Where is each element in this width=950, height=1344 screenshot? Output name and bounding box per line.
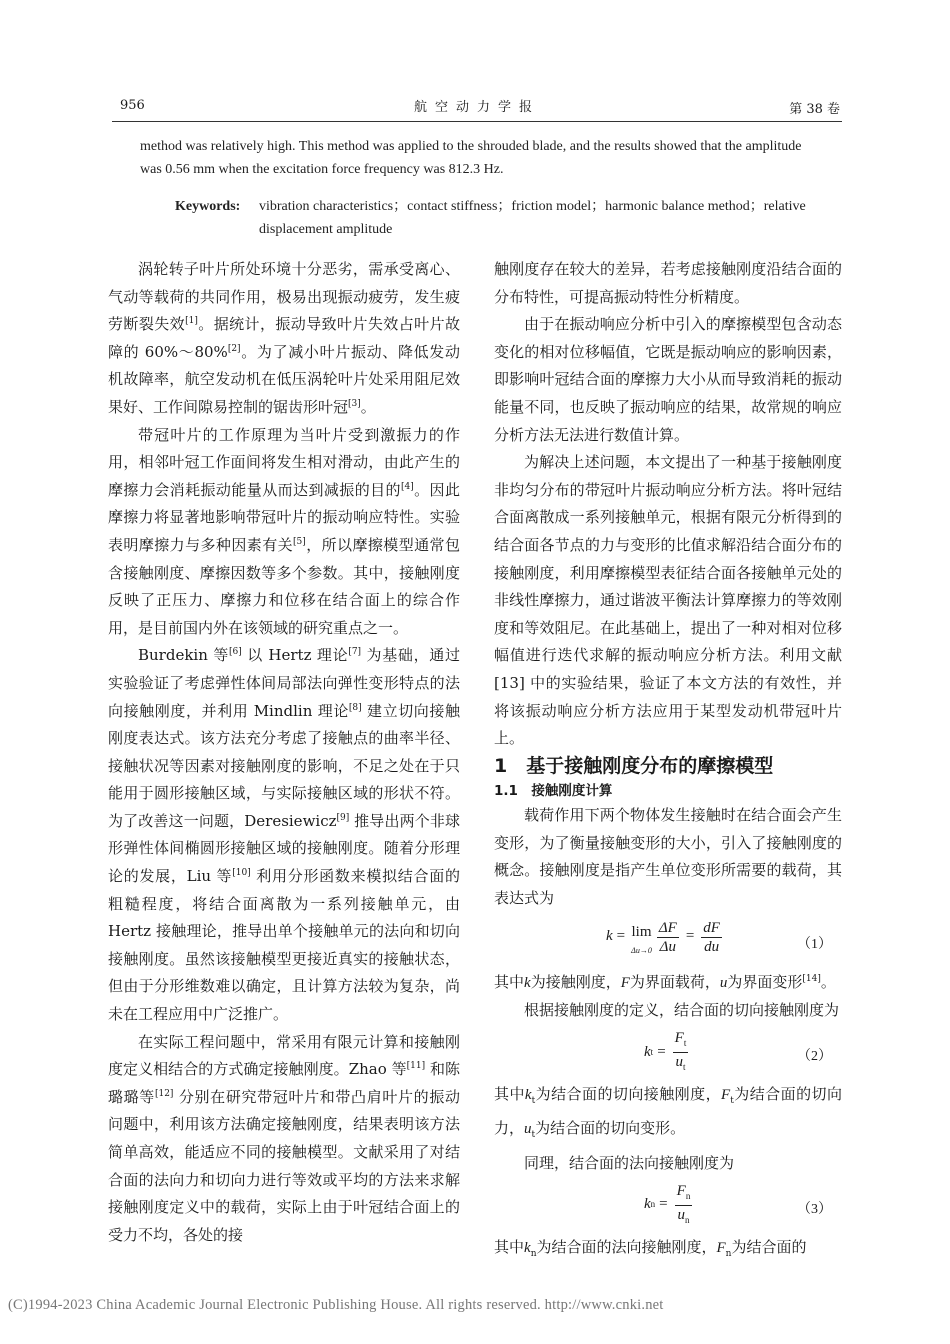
citation[interactable]: [10] bbox=[232, 868, 251, 879]
citation[interactable]: [6] bbox=[229, 647, 242, 658]
abstract-tail: method was relatively high. This method was applied to the shrouded blade, and the results showed that the amplitude was 0.56 mm when the excitation force frequency was 812.3 Hz. bbox=[140, 139, 802, 177]
citation[interactable]: [7] bbox=[348, 647, 362, 658]
equation-3: k n = $\frac{F_n}{u_n}$ （3） bbox=[644, 1182, 832, 1225]
paragraph: 为解决上述问题，本文提出了一种基于接触刚度非均匀分布的带冠叶片振动响应分析方法。将叶冠结合面离散成一系列接触单元，根据有限元分析得到的结合面各节点的力与变形的比值求解沿结合面分布的接触刚度，利用摩擦模型表征结合面各接触单元处的非线性摩擦力，通过谐波平衡法计算摩擦力的等效刚度和等效阻尼。在此基础上，提出了一种对相对位移幅值进行迭代求解的振动响应分析方法。利用文献 [13] 中的实验结果，验证了本文方法的有效性，并将该振动响应分析方法应用于某型发动机带冠叶片上。 bbox=[494, 453, 842, 748]
paragraph: 由于在振动响应分析中引入的摩擦模型包含动态变化的相对位移幅值，它既是振动响应的影响因素，即影响叶冠结合面的摩擦力大小从而导致消耗的振动能量不同，也反映了振动响应的结果，故常规的响应分析方法无法进行数值计算。 bbox=[494, 315, 842, 444]
keywords-text: vibration characteristics；contact stiffness；friction model；harmonic balance method；relative displacement amplitude bbox=[259, 199, 806, 237]
paragraph: 涡轮转子叶片所处环境十分恶劣，需承受离心、气动等载荷的共同作用，极易出现振动疲劳，发生疲劳断裂失效[1]。据统计，振动导致叶片失效占叶片故障的 60%～80%[2]。为了减小叶片振动、降低发动机故障率，航空发动机在低压涡轮叶片处采用阻尼效果好、工作间隙易控制的锯齿形叶冠[3]。 bbox=[108, 260, 460, 416]
paragraph: 触刚度存在较大的差异，若考虑接触刚度沿结合面的分布特性，可提高振动特性分析精度。 bbox=[494, 260, 842, 306]
paragraph: 其中$k_t$为结合面的切向接触刚度，$F_t$为结合面的切向力，$u_t$为结合面的切向变形。 bbox=[494, 1084, 842, 1141]
paragraph: 其中k为接触刚度，F为界面载荷，u为界面变形[14]。 bbox=[494, 972, 836, 991]
page-header bbox=[112, 94, 842, 118]
equation-number: （2） bbox=[797, 1048, 832, 1064]
copyright-footer: (C)1994-2023 China Academic Journal Electronic Publishing House. All rights reserved. http://www.cnki.net bbox=[8, 1297, 664, 1313]
citation[interactable]: [4] bbox=[400, 481, 414, 492]
citation[interactable]: [3] bbox=[348, 398, 361, 409]
citation[interactable]: [2] bbox=[227, 343, 241, 354]
equation-number: （1） bbox=[797, 936, 832, 952]
journal-title: 航空动力学报 bbox=[413, 100, 540, 115]
paragraph: Burdekin 等[6] 以 Hertz 理论[7] 为基础，通过实验验证了考虑弹性体间局部法向弹性变形特点的法向接触刚度，并利用 Mindlin 理论[8] 建立切向接触刚度表达式。该方法充分考虑了接触点的曲率半径、接触状况等因素对接触刚度的影响，不足之处在于只能用于圆形接触区域，与实际接触区域的形状不符。为了改善这一问题，Deresiewicz[9] 推导出两个非球形弹性体间椭圆形接触区域的接触刚度。随着分形理论的发展，Liu 等[10] 利用分形函数来模拟结合面的粗糙程度，将结合面离散为一系列接触单元，由 Hertz 接触理论，推导出单个接触单元的法向和切向接触刚度。虽然该接触模型更接近真实的接触状态，但由于分形维数难以确定，且计算方法较为复杂，尚未在工程应用中广泛推广。 bbox=[108, 646, 460, 1024]
citation[interactable]: [5] bbox=[293, 536, 306, 547]
left-column bbox=[108, 256, 460, 1249]
keywords-label: Keywords: bbox=[175, 199, 241, 214]
paragraph: 载荷作用下两个物体发生接触时在结合面会产生变形，为了衡量接触变形的大小，引入了接触刚度的概念。接触刚度是指产生单位变形所需要的载荷，其表达式为 bbox=[494, 806, 842, 908]
section-title: 1 基于接触刚度分布的摩擦模型 bbox=[494, 754, 774, 777]
citation[interactable]: [14] bbox=[802, 973, 821, 984]
citation[interactable]: [8] bbox=[348, 702, 362, 713]
paragraph: 在实际工程问题中，常采用有限元计算和接触刚度定义相结合的方式确定接触刚度。Zhao 等[11] 和陈璐璐等[12] 分别在研究带冠叶片和带凸肩叶片的振动问题中，利用该方法确定接触刚度，结果表明该方法简单高效，能适应不同的接触模型。文献采用了对结合面的法向力和切向力进行等效或平均的方法来求解接触刚度定义中的载荷，实际上由于叶冠结合面上的受力不均，各处的接 bbox=[108, 1032, 460, 1244]
right-column bbox=[494, 256, 842, 1268]
equation-2: k t = $\frac{F_t}{u_t}$ （2） bbox=[644, 1029, 832, 1072]
citation[interactable]: [12] bbox=[154, 1088, 174, 1099]
paragraph: 同理，结合面的法向接触刚度为 bbox=[524, 1154, 735, 1173]
header-rule bbox=[112, 121, 842, 122]
page-number: 956 bbox=[120, 98, 145, 113]
equation-1: k = lim Δu→0 $\frac{\Delta F}{\Delta u}$ = $\frac{dF}{du}$ （1） bbox=[494, 913, 842, 969]
citation[interactable]: [11] bbox=[406, 1061, 426, 1072]
equation-number: （3） bbox=[797, 1201, 832, 1217]
paragraph: 根据接触刚度的定义，结合面的切向接触刚度为 bbox=[524, 1001, 840, 1020]
volume-label: 第 38 卷 bbox=[789, 102, 840, 117]
citation[interactable]: [9] bbox=[336, 812, 350, 823]
paragraph: 其中$k_n$为结合面的法向接触刚度，$F_n$为结合面的 bbox=[494, 1237, 807, 1259]
citation[interactable]: [1] bbox=[185, 316, 198, 327]
subsection-title: 1.1 接触刚度计算 bbox=[494, 783, 613, 800]
paragraph: 带冠叶片的工作原理为当叶片受到激振力的作用，相邻叶冠工作面间将发生相对滑动，由此产生的摩擦力会消耗振动能量从而达到减振的目的[4]。因此摩擦力将显著地影响带冠叶片的振动响应特性。实验表明摩擦力与多种因素有关[5]，所以摩擦模型通常包含接触刚度、摩擦因数等多个参数。其中，接触刚度反映了正压力、摩擦力和位移在结合面上的综合作用，是目前国内外在该领域的研究重点之一。 bbox=[108, 425, 460, 637]
